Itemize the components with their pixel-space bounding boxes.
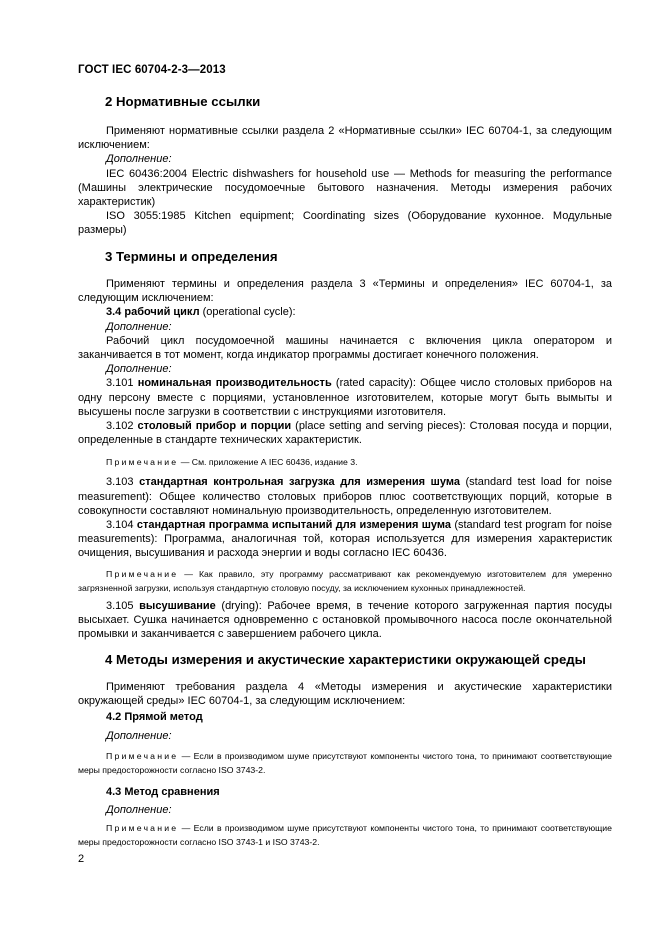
subsection-4-2-addition: Дополнение:: [106, 729, 172, 742]
term-3-105: [78, 599, 612, 642]
term-3-101-term: номинальная производительность: [137, 377, 332, 390]
term-3-104-definition: (standard test program for noise measurements): Программа, аналогичная той, которая используется для измерения характеристик очищения, высушивания и расхода энергии и воды согласно IEC 60436.: [78, 519, 613, 560]
subsection-4-3-addition: Дополнение:: [106, 804, 172, 817]
term-3-105-definition: (drying): Рабочее время, в течение которого загруженная партия посуды высыхает. Сушка начинается одновременно с остановкой промывочного насоса после окончательной промывки и заканчивается с завершением рабочего цикла.: [78, 599, 612, 641]
reference-iec-60436: IEC 60436:2004 Electric dishwashers for household use — Methods for measuring the performance (Машины электрические посудомоечные бытового назначения. Методы измерения рабочих характеристик): [78, 167, 612, 209]
section-2-title: 2 Нормативные ссылки: [105, 94, 261, 109]
section-2-intro: Применяют нормативные ссылки раздела 2 «Нормативные ссылки» IEC 60704-1, за следующим исключением:: [78, 125, 612, 152]
term-3-101-definition: (rated capacity): Общее число столовых приборов на одну персону вместе с порциями, установленное изготовителем, которые могут быть вымыты и высушены после загрузки в соответствии с инструкциями изготовителя.: [78, 377, 612, 418]
section-4-title: 4 Методы измерения и акустические характеристики окружающей среды: [105, 652, 586, 667]
section-3-title: 3 Термины и определения: [105, 249, 278, 264]
term-3-103-term: стандартная контрольная загрузка для измерения шума: [139, 476, 460, 489]
note-label: Примечание: [106, 568, 179, 579]
page-number: 2: [78, 853, 85, 865]
term-3-104-term: стандартная программа испытаний для измерения шума: [136, 519, 451, 532]
note-text: — Если в производимом шуме присутствуют компоненты чистого тона, то принимают соответствующие меры предосторожности согласно ISO 3743-2.: [78, 750, 612, 775]
section-4-intro: Применяют требования раздела 4 «Методы измерения и акустические характеристики окружающей среды» IEC 60704-1, за следующим исключением:: [78, 681, 612, 708]
term-3-104-number: 3.104: [106, 519, 134, 532]
term-3-103: [78, 475, 612, 518]
term-3-4: [78, 305, 612, 319]
subsection-4-3-title: 4.3 Метод сравнения: [106, 785, 220, 798]
note-text: — Как правило, эту программу рассматривают как рекомендуемую изготовителем для умеренно загрязненной загрузки, используя стандартную столовую посуду, за исключением кухонных принадлежностей.: [78, 568, 612, 593]
addition-label: Дополнение:: [106, 363, 172, 376]
note-3-104: [78, 567, 612, 595]
section-4-body: [78, 680, 612, 849]
note-label: Примечание: [106, 457, 179, 468]
term-3-102-term: столовый прибор и порции: [137, 420, 292, 433]
note-4-3: [78, 821, 612, 849]
term-3-102-number: 3.102: [106, 420, 134, 433]
document-header: ГОСТ IEC 60704-2-3—2013: [78, 64, 226, 76]
note-label: Примечание: [106, 823, 179, 834]
term-3-103-definition: (standard test load for noise measurement): Общее количество столовых приборов плюс соответствующих порций, которые в совокупности составляют номинальную производительность, определенную изготовителем.: [78, 476, 612, 517]
term-3-101: [78, 376, 612, 419]
section-3-body: [78, 277, 612, 641]
note-label: Примечание: [106, 750, 179, 761]
term-3-101-number: 3.101: [106, 377, 134, 390]
term-3-105-term: высушивание: [139, 599, 216, 612]
term-3-4-addition: Дополнение:: [106, 320, 172, 333]
section-3-intro: Применяют термины и определения раздела 3 «Термины и определения» IEC 60704-1, за следующим исключением:: [78, 278, 612, 305]
subsection-4-2-title: 4.2 Прямой метод: [106, 711, 203, 724]
section-2-addition: Дополнение:: [106, 153, 172, 166]
term-3-4-en: (operational cycle):: [199, 306, 296, 319]
note-4-2: [78, 749, 612, 777]
term-3-103-number: 3.103: [106, 476, 134, 489]
term-3-104: [78, 518, 612, 561]
term-3-102-definition: (place setting and serving pieces): Столовая посуда и порции, определенные в стандарте технических характеристик.: [78, 420, 612, 447]
section-2-body: [78, 124, 612, 238]
term-3-4-definition: Рабочий цикл посудомоечной машины начинается с включения цикла оператором и заканчивается в тот момент, когда индикатор программы достигает конечного положения.: [78, 334, 612, 362]
term-3-4-number: 3.4: [106, 306, 122, 319]
note-text: — См. приложение А IEC 60436, издание 3.: [178, 457, 358, 468]
note-3-102: [78, 455, 612, 469]
term-3-105-number: 3.105: [106, 599, 134, 612]
note-text: — Если в производимом шуме присутствуют компоненты чистого тона, то принимают соответствующие меры предосторожности согласно ISO 3743-1 и ISO 3743-2.: [78, 823, 612, 848]
term-3-4-term: рабочий цикл: [124, 306, 200, 319]
reference-iso-3055: ISO 3055:1985 Kitchen equipment; Coordinating sizes (Оборудование кухонное. Модульные размеры): [78, 210, 612, 237]
term-3-102: [78, 419, 612, 447]
